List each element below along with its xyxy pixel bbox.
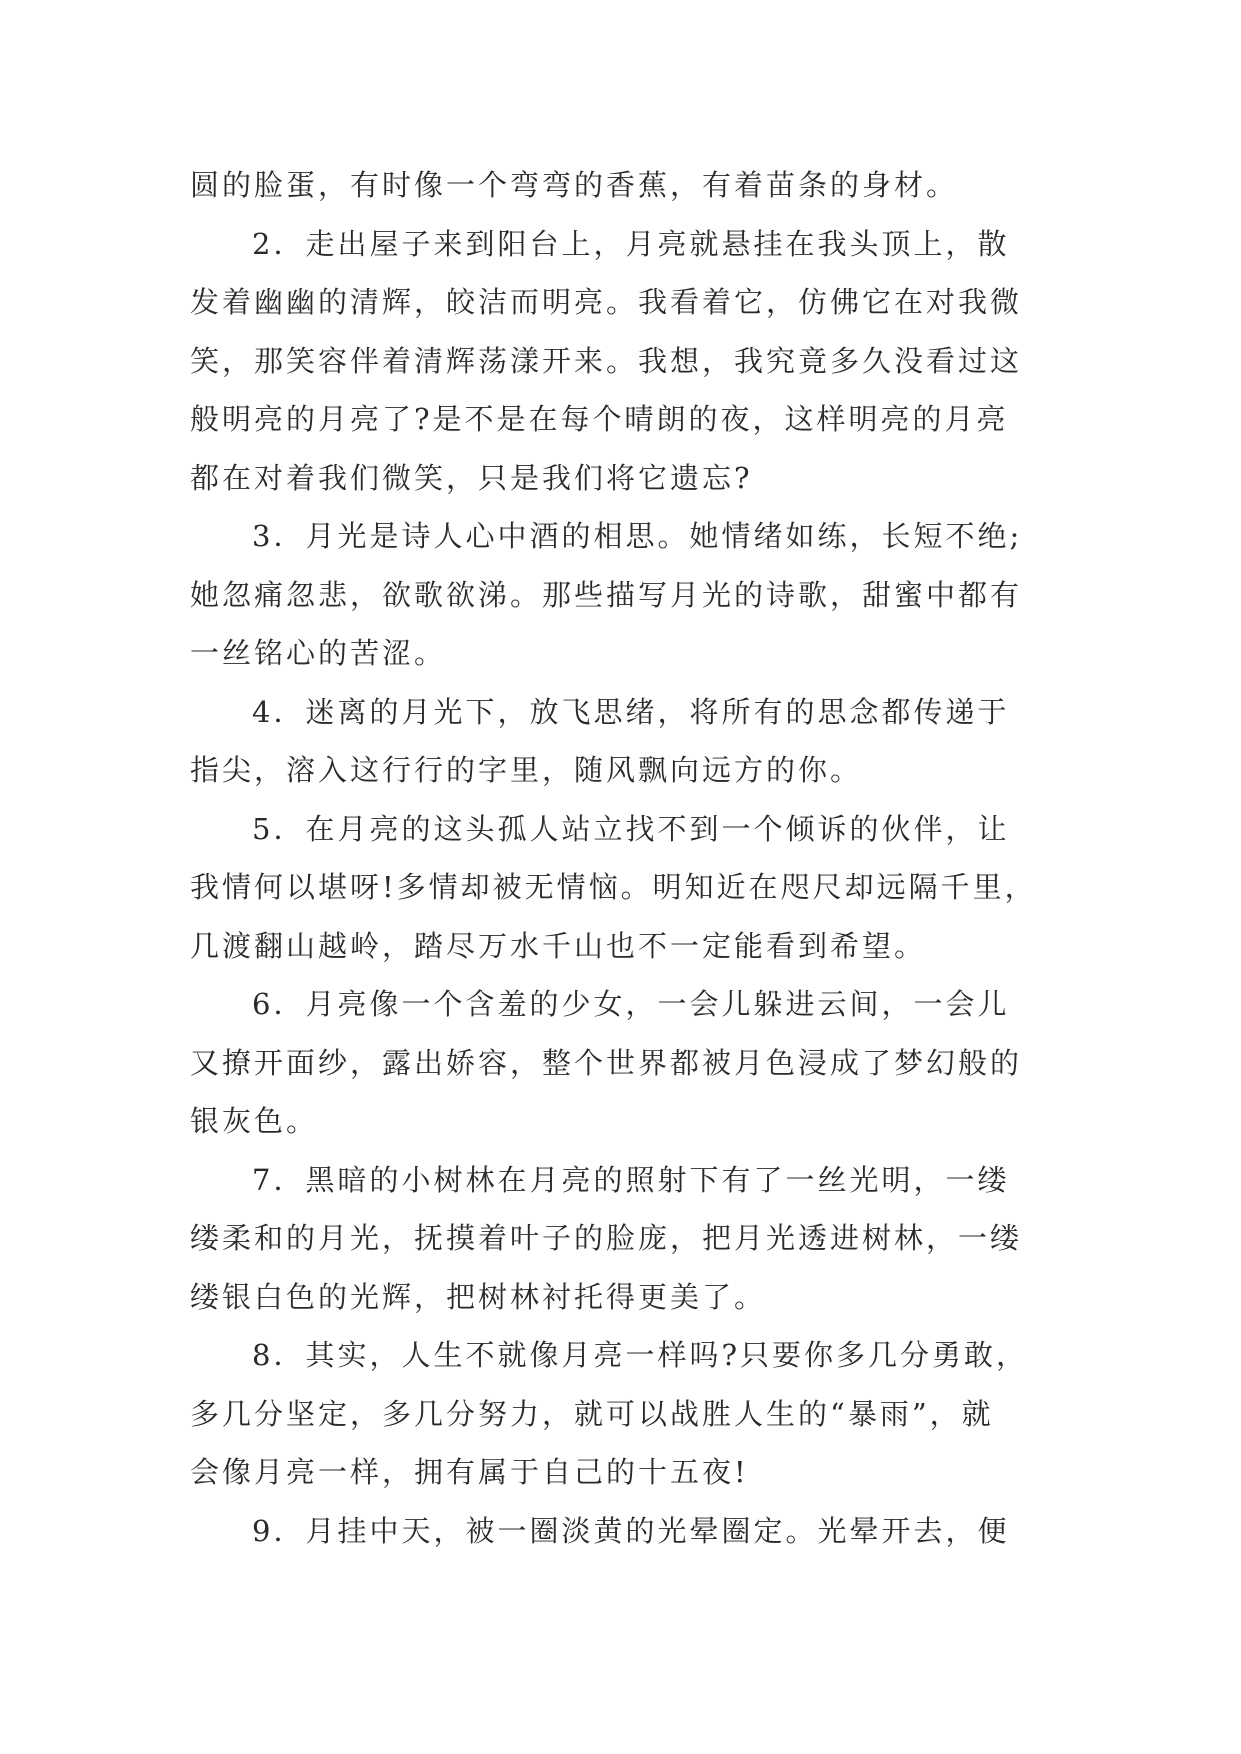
text-line: 发着幽幽的清辉，皎洁而明亮。我看着它，仿佛它在对我微 (190, 285, 1023, 319)
text-line: 一丝铭心的苦涩。 (190, 636, 447, 670)
paragraph-start-line: 6．月亮像一个含羞的少女，一会儿躲进云间，一会儿 (252, 987, 1010, 1021)
text-line: 缕银白色的光辉，把树林衬托得更美了。 (190, 1279, 767, 1314)
text-line: 我情何以堪呀!多情却被无情恼。明知近在咫尺却远隔千里， (190, 870, 1037, 904)
text-line: 会像月亮一样，拥有属于自己的十五夜! (190, 1455, 749, 1489)
text-line: 圆的脸蛋，有时像一个弯弯的香蕉，有着苗条的身材。 (190, 168, 959, 202)
text-line: 都在对着我们微笑，只是我们将它遗忘? (190, 460, 753, 495)
paragraph-start-line: 7．黑暗的小树林在月亮的照射下有了一丝光明，一缕 (252, 1162, 1010, 1197)
text-line: 般明亮的月亮了?是不是在每个晴朗的夜，这样明亮的月亮 (190, 402, 1009, 436)
text-line: 几渡翻山越岭，踏尽万水千山也不一定能看到希望。 (190, 928, 927, 963)
text-line: 笑，那笑容伴着清辉荡漾开来。我想，我究竟多久没看过这 (190, 343, 1023, 378)
paragraph-start-line: 3．月光是诗人心中酒的相思。她情绪如练，长短不绝; (252, 519, 1023, 553)
paragraph-start-line: 9．月挂中天，被一圈淡黄的光晕圈定。光晕开去，便 (252, 1513, 1010, 1548)
text-line: 指尖，溶入这行行的字里，随风飘向远方的你。 (190, 753, 863, 787)
text-line: 银灰色。 (190, 1104, 319, 1138)
text-line: 又撩开面纱，露出娇容，整个世界都被月色浸成了梦幻般的 (190, 1045, 1023, 1080)
paragraph-start-line: 4．迷离的月光下，放飞思绪，将所有的思念都传递于 (252, 694, 1010, 729)
text-line: 她忽痛忽悲，欲歌欲涕。那些描写月光的诗歌，甜蜜中都有 (190, 577, 1023, 612)
text-line: 缕柔和的月光，抚摸着叶子的脸庞，把月光透进树林，一缕 (190, 1221, 1023, 1255)
paragraph-start-line: 2．走出屋子来到阳台上，月亮就悬挂在我头顶上，散 (252, 226, 1010, 261)
body-text (190, 156, 1050, 1560)
paragraph-start-line: 5．在月亮的这头孤人站立找不到一个倾诉的伙伴，让 (252, 811, 1010, 846)
paragraph-start-line: 8．其实，人生不就像月亮一样吗?只要你多几分勇敢， (252, 1338, 1028, 1372)
text-line: 多几分坚定，多几分努力，就可以战胜人生的“暴雨”，就 (190, 1396, 994, 1431)
